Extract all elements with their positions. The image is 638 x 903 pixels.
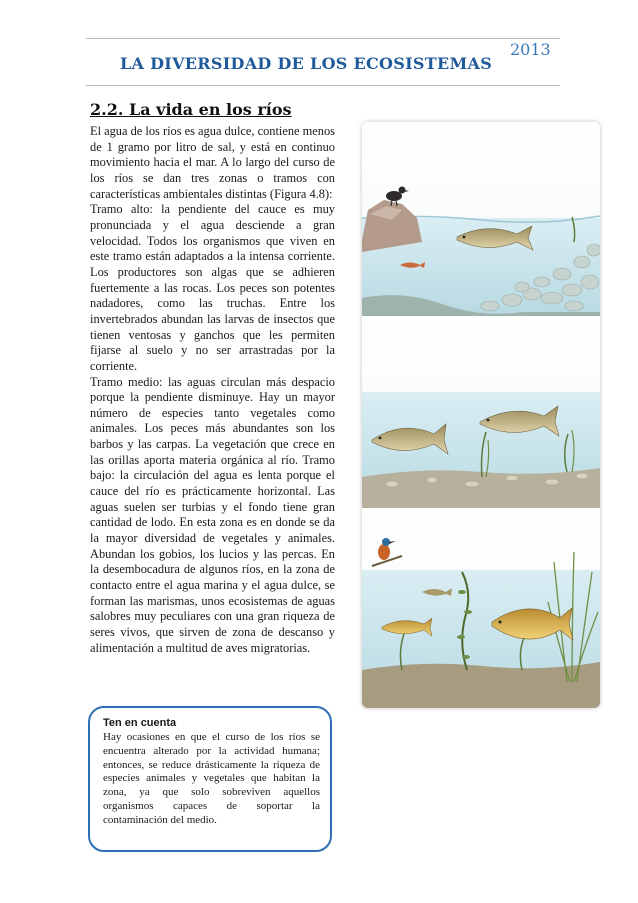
- panel-tramo-bajo: [362, 509, 600, 708]
- panel-tramo-medio: [362, 317, 600, 509]
- paragraph-tramo-alto: Tramo alto: la pendiente del cauce es muy pronunciada y el agua desciende a gran velocidad. Todos los organismos que viven en este tramo están adaptados a la intensa corriente. Los productores son algas que se adhieren fuertemente a las rocas. Los peces son potentes nadadores, como las truchas. Entre los invertebrados abundan las larvas de insectos que tienen ventosas y ganchos que les permiten fijarse al suelo y no ser arrastradas por la corriente.: [90, 202, 335, 373]
- section-heading: 2.2. La vida en los ríos: [90, 100, 292, 119]
- page-header-title: LA DIVERSIDAD DE LOS ECOSISTEMAS: [120, 54, 493, 73]
- paragraph-tramo-medio-bajo: Tramo medio: las aguas circulan más despacio porque la pendiente disminuye. Hay un mayor número de especies tanto vegetales como animales. Los peces más abundantes son los barbos y las carpas. La vegetación que crece en las orillas aporta materia orgánica al río. Tramo bajo: la circulación del agua es lenta porque el cauce del río es prácticamente horizontal. Las aguas suelen ser turbias y el fondo tiene gran cantidad de lodo. En esta zona es en donde se da la mayor diversidad de vegetales y animales. Abundan los gobios, los lucios y las percas. En la desembocadura de algunos ríos, en la zona de contacto entre el agua marina y el agua dulce, se forman las marismas, unos ecosistemas de aguas salobres muy peculiares con una gran riqueza de seres vivos, que sirven de zona de descanso y alimentación a multitud de aves migratorias.: [90, 374, 335, 655]
- river-illustration: [362, 122, 600, 708]
- header-top-rule: [86, 38, 560, 39]
- panel-tramo-alto: [362, 122, 600, 317]
- body-text: [90, 124, 335, 656]
- header-bottom-rule: [86, 85, 560, 86]
- note-text: Hay ocasiones en que el curso de los ríos se encuentra alterado por la actividad humana; entonces, se reduce drásticamente la riqueza de especies animales y vegetales que habitan la zona, ya que solo sobreviven aquellos organismos capaces de soportar la contaminación del medio.: [103, 731, 320, 826]
- note-box: [88, 706, 332, 852]
- paragraph-intro: El agua de los ríos es agua dulce, contiene menos de 1 gramo por litro de sal, y está en continuo movimiento hacia el mar. A lo largo del curso de los ríos se dan tres zonas o tramos con características ambientales distintas (Figura 4.8):: [90, 124, 335, 201]
- river-sections-figure: [362, 122, 600, 708]
- page-header-year: 2013: [510, 40, 551, 59]
- note-title: Ten en cuenta: [103, 717, 177, 729]
